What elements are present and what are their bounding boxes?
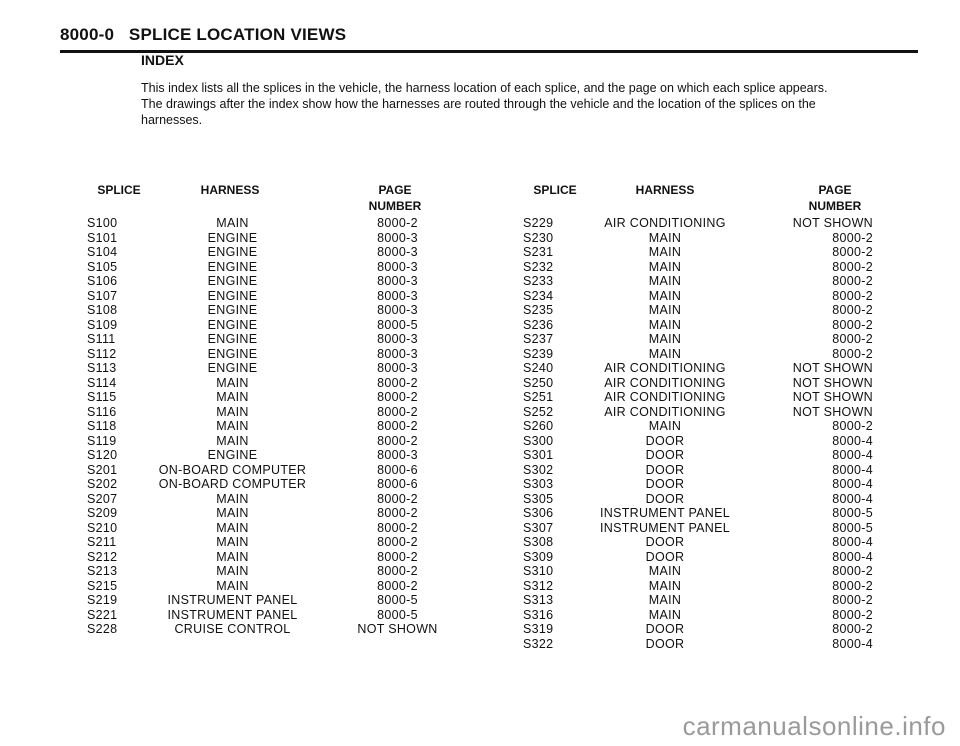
page-number: 8000-6 (377, 462, 418, 477)
harness-name: MAIN (648, 245, 682, 259)
harness-name: DOOR (645, 636, 685, 651)
page-number: 8000-6 (377, 477, 418, 491)
right-harness-column (585, 216, 745, 651)
harness-name: ENGINE (207, 303, 258, 317)
page-number: 8000-2 (832, 332, 873, 346)
harness-name: DOOR (645, 433, 685, 448)
splice-id: S119 (87, 433, 117, 448)
harness-name: AIR CONDITIONING (604, 361, 726, 375)
splice-id: S240 (523, 361, 554, 375)
splice-id: S219 (87, 593, 118, 607)
page-number: 8000-2 (832, 578, 873, 593)
splice-id: S308 (523, 535, 554, 549)
splice-id: S234 (523, 288, 554, 303)
splice-id: S306 (523, 506, 554, 520)
page-number: 8000-2 (832, 622, 873, 636)
splice-id: S107 (87, 288, 118, 303)
left-header-splice: SPLICE (97, 183, 141, 197)
harness-name: MAIN (216, 506, 249, 520)
page-number: 8000-3 (377, 274, 418, 288)
harness-name: INSTRUMENT PANEL (167, 607, 298, 622)
harness-name: CRUISE CONTROL (174, 622, 291, 636)
harness-name: ENGINE (207, 332, 258, 346)
harness-name: ENGINE (207, 230, 258, 245)
page-number: 8000-3 (377, 288, 418, 303)
splice-id: S305 (523, 491, 554, 506)
left-header-page-line1: PAGE (378, 183, 412, 197)
harness-name: MAIN (216, 491, 249, 506)
harness-name: ENGINE (207, 346, 258, 361)
splice-id: S237 (523, 332, 554, 346)
page-number: 8000-2 (377, 535, 418, 549)
splice-id: S260 (523, 419, 554, 433)
harness-name: DOOR (645, 549, 685, 564)
splice-id: S202 (87, 477, 118, 491)
page-number: 8000-3 (377, 230, 418, 245)
splice-id: S101 (87, 230, 118, 245)
harness-name: MAIN (216, 375, 249, 390)
harness-name: ON-BOARD COMPUTER (158, 477, 307, 491)
harness-name: ENGINE (207, 361, 258, 375)
harness-name: AIR CONDITIONING (604, 216, 726, 230)
page-number: 8000-2 (377, 578, 418, 593)
splice-id: S109 (87, 317, 118, 332)
harness-name: AIR CONDITIONING (604, 404, 726, 419)
harness-name: MAIN (648, 259, 682, 274)
harness-name: MAIN (216, 419, 249, 433)
harness-name: ENGINE (207, 274, 258, 288)
page-number: 8000-2 (377, 375, 418, 390)
page-number: 8000-5 (377, 317, 418, 332)
splice-id: S310 (523, 564, 554, 578)
splice-id: S302 (523, 462, 554, 477)
page-number: 8000-3 (377, 448, 418, 462)
page-number: NOT SHOWN (792, 375, 873, 390)
page-number: 8000-2 (377, 549, 418, 564)
harness-name: MAIN (216, 564, 249, 578)
harness-name: DOOR (645, 622, 685, 636)
page-number: 8000-3 (377, 332, 418, 346)
page-number: 8000-3 (377, 259, 418, 274)
page-number: 8000-2 (832, 607, 873, 622)
section-title: INDEX (141, 52, 184, 68)
splice-id: S313 (523, 593, 554, 607)
splice-id: S209 (87, 506, 118, 520)
splice-id: S100 (87, 216, 118, 230)
splice-id: S235 (523, 303, 554, 317)
splice-id: S221 (87, 607, 118, 622)
page-number: 8000-2 (832, 274, 873, 288)
right-header-page-line2: NUMBER (808, 199, 862, 213)
harness-name: INSTRUMENT PANEL (599, 506, 731, 520)
harness-name: MAIN (648, 230, 682, 245)
page-number: 8000-3 (377, 346, 418, 361)
splice-id: S212 (87, 549, 118, 564)
splice-id: S319 (523, 622, 554, 636)
right-splice-column (523, 216, 583, 651)
page-number: 8000-4 (832, 636, 873, 651)
page-number: 8000-2 (832, 593, 873, 607)
page-number: 8000-5 (832, 506, 873, 520)
harness-name: DOOR (645, 477, 685, 491)
splice-id: S112 (87, 346, 117, 361)
harness-name: MAIN (648, 607, 682, 622)
harness-name: MAIN (216, 433, 249, 448)
page-number: 8000-2 (832, 303, 873, 317)
harness-name: ENGINE (207, 245, 258, 259)
splice-id: S115 (87, 390, 117, 404)
splice-id: S207 (87, 491, 118, 506)
page-number: 8000-2 (377, 491, 418, 506)
harness-name: AIR CONDITIONING (604, 390, 726, 404)
splice-id: S228 (87, 622, 118, 636)
right-header-splice: SPLICE (533, 183, 577, 197)
splice-id: S211 (87, 535, 117, 549)
right-header-page-line1: PAGE (818, 183, 852, 197)
splice-id: S210 (87, 520, 118, 535)
splice-id: S116 (87, 404, 117, 419)
page-number: 8000-2 (377, 506, 418, 520)
harness-name: AIR CONDITIONING (604, 375, 726, 390)
splice-id: S113 (87, 361, 117, 375)
harness-name: MAIN (216, 404, 249, 419)
page-number: 8000-2 (377, 520, 418, 535)
harness-name: INSTRUMENT PANEL (599, 520, 731, 535)
harness-name: MAIN (216, 578, 249, 593)
harness-name: MAIN (648, 593, 682, 607)
right-header-harness: HARNESS (635, 183, 695, 197)
page-number: 8000-3 (377, 361, 418, 375)
splice-id: S215 (87, 578, 118, 593)
harness-name: MAIN (216, 549, 249, 564)
page-number: NOT SHOWN (792, 404, 873, 419)
harness-name: MAIN (648, 317, 682, 332)
splice-id: S231 (523, 245, 554, 259)
splice-id: S250 (523, 375, 554, 390)
page-number: 8000-5 (377, 593, 418, 607)
left-header-page-line2: NUMBER (368, 199, 422, 213)
page-number: 8000-2 (377, 564, 418, 578)
splice-id: S312 (523, 578, 554, 593)
page-number: 8000-2 (377, 419, 418, 433)
harness-name: DOOR (645, 491, 685, 506)
page-number: 8000-2 (832, 230, 873, 245)
harness-name: ENGINE (207, 259, 258, 274)
splice-id: S239 (523, 346, 554, 361)
harness-name: MAIN (648, 346, 682, 361)
page-number: 8000-2 (832, 259, 873, 274)
harness-name: ON-BOARD COMPUTER (158, 462, 307, 477)
page-number: 8000-5 (832, 520, 873, 535)
page-number: 8000-2 (832, 245, 873, 259)
page-number: 8000-2 (832, 564, 873, 578)
harness-name: MAIN (216, 216, 249, 230)
splice-id: S213 (87, 564, 118, 578)
left-harness-column (150, 216, 315, 637)
splice-id: S118 (87, 419, 117, 433)
page-number: 8000-2 (832, 288, 873, 303)
right-header-page (790, 182, 880, 214)
left-header-harness: HARNESS (200, 183, 260, 197)
page-number: 8000-4 (832, 462, 873, 477)
harness-name: MAIN (648, 578, 682, 593)
page-title: 8000-0 SPLICE LOCATION VIEWS (60, 25, 347, 44)
page-number: 8000-2 (377, 404, 418, 419)
page-number: NOT SHOWN (792, 361, 873, 375)
page-number: 8000-3 (377, 245, 418, 259)
harness-name: MAIN (648, 419, 682, 433)
left-page-column (345, 216, 450, 637)
splice-id: S307 (523, 520, 554, 535)
left-header-page (345, 182, 445, 214)
splice-id: S233 (523, 274, 554, 288)
harness-name: MAIN (648, 288, 682, 303)
left-splice-column (87, 216, 147, 637)
splice-id: S322 (523, 636, 554, 651)
page-number: 8000-3 (377, 303, 418, 317)
harness-name: ENGINE (207, 317, 258, 332)
splice-id: S229 (523, 216, 554, 230)
page-number: 8000-4 (832, 433, 873, 448)
splice-id: S105 (87, 259, 118, 274)
harness-name: ENGINE (207, 288, 258, 303)
page-number: 8000-2 (832, 346, 873, 361)
intro-paragraph: This index lists all the splices in the vehicle, the harness location of each splice, and the page on which each splice appears. The drawings after the index show how the harnesses are routed through the vehicle and the location of the splices on the harnesses. (141, 81, 828, 127)
harness-name: MAIN (648, 303, 682, 317)
splice-id: S201 (87, 462, 118, 477)
splice-id: S106 (87, 274, 118, 288)
harness-name: MAIN (216, 535, 249, 549)
right-page-column (760, 216, 873, 651)
splice-id: S108 (87, 303, 118, 317)
splice-id: S301 (523, 448, 554, 462)
splice-id: S316 (523, 607, 554, 622)
splice-id: S120 (87, 448, 118, 462)
harness-name: MAIN (648, 274, 682, 288)
splice-id: S230 (523, 230, 554, 245)
page-number: 8000-2 (832, 317, 873, 332)
harness-name: MAIN (216, 520, 249, 535)
splice-id: S303 (523, 477, 554, 491)
splice-id: S251 (523, 390, 554, 404)
splice-id: S252 (523, 404, 554, 419)
page-number: 8000-2 (377, 433, 418, 448)
harness-name: DOOR (645, 448, 685, 462)
page-number: NOT SHOWN (792, 216, 873, 230)
harness-name: ENGINE (207, 448, 258, 462)
watermark-text: carmanualsonline.info (682, 711, 946, 741)
splice-id: S104 (87, 245, 118, 259)
page-number: 8000-4 (832, 535, 873, 549)
page-number: 8000-4 (832, 477, 873, 491)
splice-id: S114 (87, 375, 117, 390)
page-number: NOT SHOWN (357, 622, 438, 636)
splice-id: S236 (523, 317, 554, 332)
page-number: NOT SHOWN (792, 390, 873, 404)
harness-name: DOOR (645, 535, 685, 549)
page-number: 8000-4 (832, 491, 873, 506)
page-number: 8000-2 (377, 216, 418, 230)
harness-name: INSTRUMENT PANEL (167, 593, 298, 607)
page-number: 8000-2 (377, 390, 418, 404)
splice-id: S111 (87, 332, 116, 346)
page-number: 8000-5 (377, 607, 418, 622)
harness-name: MAIN (648, 332, 682, 346)
splice-id: S300 (523, 433, 554, 448)
page-number: 8000-2 (832, 419, 873, 433)
page-number: 8000-4 (832, 448, 873, 462)
splice-id: S309 (523, 549, 554, 564)
splice-id: S232 (523, 259, 554, 274)
harness-name: MAIN (216, 390, 249, 404)
page-header (60, 24, 918, 53)
harness-name: MAIN (648, 564, 682, 578)
page-number: 8000-4 (832, 549, 873, 564)
harness-name: DOOR (645, 462, 685, 477)
